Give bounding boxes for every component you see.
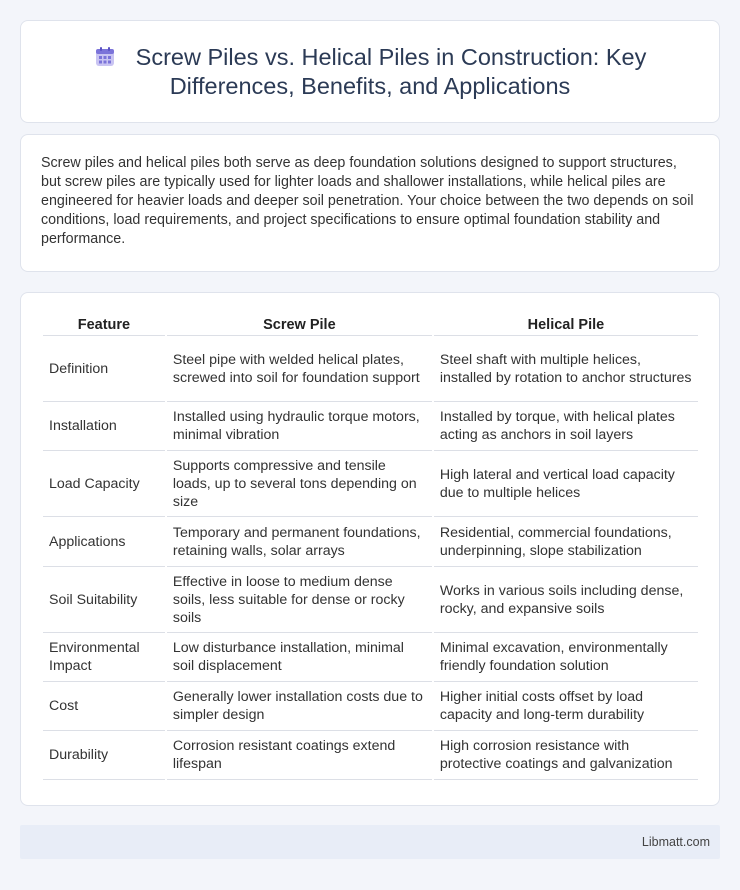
- helical-pile-cell: Steel shaft with multiple helices, installed by rotation to anchor structures: [434, 336, 698, 402]
- table-row: [43, 517, 698, 567]
- table-row: [43, 336, 698, 402]
- helical-pile-cell: High lateral and vertical load capacity due to multiple helices: [434, 451, 698, 517]
- intro-paragraph: Screw piles and helical piles both serve as deep foundation solutions designed to support structures, but screw piles are typically used for lighter loads and shallower installations, while helical piles are engineered for heavier loads and deeper soil penetration. Your choice between the two depends on soil conditions, load requirements, and project specifications to ensure optimal foundation stability and performance.: [41, 155, 694, 247]
- helical-pile-cell: Minimal excavation, environmentally friendly foundation solution: [434, 633, 698, 682]
- table-row: [43, 682, 698, 731]
- comparison-table: [41, 315, 700, 780]
- intro-card: [20, 134, 720, 272]
- screw-pile-cell: Installed using hydraulic torque motors, minimal vibration: [167, 402, 432, 451]
- screw-pile-cell: Steel pipe with welded helical plates, screwed into soil for foundation support: [167, 336, 432, 402]
- screw-pile-cell: Temporary and permanent foundations, retaining walls, solar arrays: [167, 517, 432, 567]
- header-helical-pile: Helical Pile: [434, 315, 698, 336]
- screw-pile-cell: Supports compressive and tensile loads, up to several tons depending on size: [167, 451, 432, 517]
- helical-pile-cell: Higher initial costs offset by load capacity and long-term durability: [434, 682, 698, 731]
- comparison-card: [20, 292, 720, 806]
- feature-cell: Durability: [43, 731, 165, 780]
- feature-cell: Applications: [43, 517, 165, 567]
- feature-cell: Cost: [43, 682, 165, 731]
- header-feature: Feature: [43, 315, 165, 336]
- feature-cell: Definition: [43, 336, 165, 402]
- screw-pile-cell: Generally lower installation costs due to simpler design: [167, 682, 432, 731]
- screw-pile-cell: Effective in loose to medium dense soils, less suitable for dense or rocky soils: [167, 567, 432, 633]
- feature-cell: Soil Suitability: [43, 567, 165, 633]
- feature-cell: Load Capacity: [43, 451, 165, 517]
- calendar-icon: [94, 46, 116, 68]
- table-row: [43, 402, 698, 451]
- table-row: [43, 451, 698, 517]
- page-title: Screw Piles vs. Helical Piles in Construction: Key Differences, Benefits, and Applications: [135, 44, 647, 99]
- footer-source: Libmatt.com: [641, 835, 710, 849]
- helical-pile-cell: Residential, commercial foundations, underpinning, slope stabilization: [434, 517, 698, 567]
- helical-pile-cell: Installed by torque, with helical plates acting as anchors in soil layers: [434, 402, 698, 451]
- page-title-wrap: [21, 43, 719, 101]
- feature-cell: Environmental Impact: [43, 633, 165, 682]
- table-row: [43, 731, 698, 780]
- feature-cell: Installation: [43, 402, 165, 451]
- screw-pile-cell: Low disturbance installation, minimal soil displacement: [167, 633, 432, 682]
- table-row: [43, 567, 698, 633]
- title-card: [20, 20, 720, 123]
- footer-bar: [20, 825, 720, 859]
- header-screw-pile: Screw Pile: [167, 315, 432, 336]
- helical-pile-cell: High corrosion resistance with protective coatings and galvanization: [434, 731, 698, 780]
- table-header-row: [43, 315, 698, 336]
- screw-pile-cell: Corrosion resistant coatings extend lifespan: [167, 731, 432, 780]
- helical-pile-cell: Works in various soils including dense, rocky, and expansive soils: [434, 567, 698, 633]
- table-row: [43, 633, 698, 682]
